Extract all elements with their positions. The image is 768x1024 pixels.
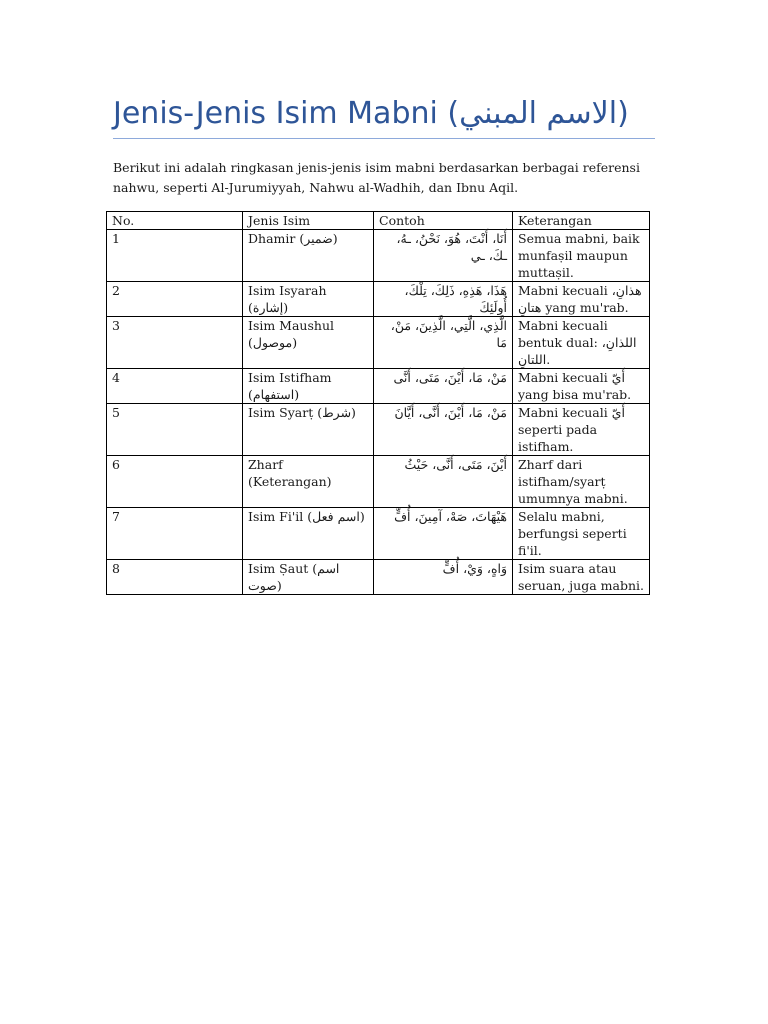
- intro-paragraph: Berikut ini adalah ringkasan jenis-jenis isim mabni berdasarkan berbagai referensi nahwu, seperti Al-Jurumiyyah, Nahwu al-Wadhih, dan Ibnu Aqil.: [113, 160, 640, 195]
- cell-jenis-isim: Isim Istifham (استفهام): [243, 369, 374, 404]
- cell-jenis-isim: Isim Ṣaut (اسم صوت): [243, 560, 374, 595]
- cell-no: 5: [107, 404, 243, 456]
- header-jenis-isim: Jenis Isim: [243, 212, 374, 230]
- table-row: [107, 230, 650, 282]
- cell-jenis-isim: Isim Isyarah (إشارة): [243, 282, 374, 317]
- document-title: Jenis-Jenis Isim Mabni (الاسم المبني): [113, 96, 629, 131]
- header-no: No.: [107, 212, 243, 230]
- cell-keterangan: Selalu mabni, berfungsi seperti fi'il.: [513, 508, 650, 560]
- table-row: [107, 317, 650, 369]
- table-row: [107, 456, 650, 508]
- isim-mabni-table: [106, 211, 650, 595]
- cell-contoh: الَّذِي، الَّتِي، الَّذِينَ، مَنْ، مَا: [374, 317, 513, 369]
- cell-contoh: وَاهٍ، وَيْ، أُفٍّ: [374, 560, 513, 595]
- cell-keterangan: Mabni kecuali هذانِ، هتانِ yang mu'rab.: [513, 282, 650, 317]
- cell-jenis-isim: Isim Fi'il (اسم فعل): [243, 508, 374, 560]
- cell-no: 3: [107, 317, 243, 369]
- table-header-row: [107, 212, 650, 230]
- header-keterangan: Keterangan: [513, 212, 650, 230]
- cell-keterangan: Mabni kecuali أَيّ yang bisa mu'rab.: [513, 369, 650, 404]
- cell-keterangan: Mabni kecuali bentuk dual: اللذانِ، اللتانِ.: [513, 317, 650, 369]
- cell-keterangan: Semua mabni, baik munfaṣil maupun muttaṣil.: [513, 230, 650, 282]
- cell-keterangan: Isim suara atau seruan, juga mabni.: [513, 560, 650, 595]
- cell-keterangan: Mabni kecuali أَيّ seperti pada istifham.: [513, 404, 650, 456]
- table-row: [107, 560, 650, 595]
- table-row: [107, 404, 650, 456]
- cell-no: 8: [107, 560, 243, 595]
- cell-jenis-isim: Zharf (Keterangan): [243, 456, 374, 508]
- cell-no: 2: [107, 282, 243, 317]
- cell-no: 6: [107, 456, 243, 508]
- cell-contoh: هَيْهَاتَ، صَهْ، آمِينَ، أُفٍّ: [374, 508, 513, 560]
- title-underline: [113, 138, 655, 139]
- cell-contoh: أَنَا، أَنْتَ، هُوَ، نَحْنُ، ـهُ، ـكَ، ـي: [374, 230, 513, 282]
- cell-jenis-isim: Isim Maushul (موصول): [243, 317, 374, 369]
- cell-contoh: مَنْ، مَا، أَيْنَ، مَتَى، أَنَّى: [374, 369, 513, 404]
- header-contoh: Contoh: [374, 212, 513, 230]
- table-row: [107, 369, 650, 404]
- table-row: [107, 508, 650, 560]
- cell-jenis-isim: Dhamir (ضمير): [243, 230, 374, 282]
- cell-no: 4: [107, 369, 243, 404]
- cell-jenis-isim: Isim Syarṭ (شرط): [243, 404, 374, 456]
- cell-contoh: أَيْنَ، مَتَى، أَنَّى، حَيْثُ: [374, 456, 513, 508]
- cell-keterangan: Zharf dari istifham/syarṭ umumnya mabni.: [513, 456, 650, 508]
- cell-no: 1: [107, 230, 243, 282]
- cell-contoh: مَنْ، مَا، أَيْنَ، أَنَّى، أَيَّانَ: [374, 404, 513, 456]
- table-row: [107, 282, 650, 317]
- cell-contoh: هَذَا، هَذِهِ، ذَلِكَ، تِلْكَ، أُولَئِكَ: [374, 282, 513, 317]
- cell-no: 7: [107, 508, 243, 560]
